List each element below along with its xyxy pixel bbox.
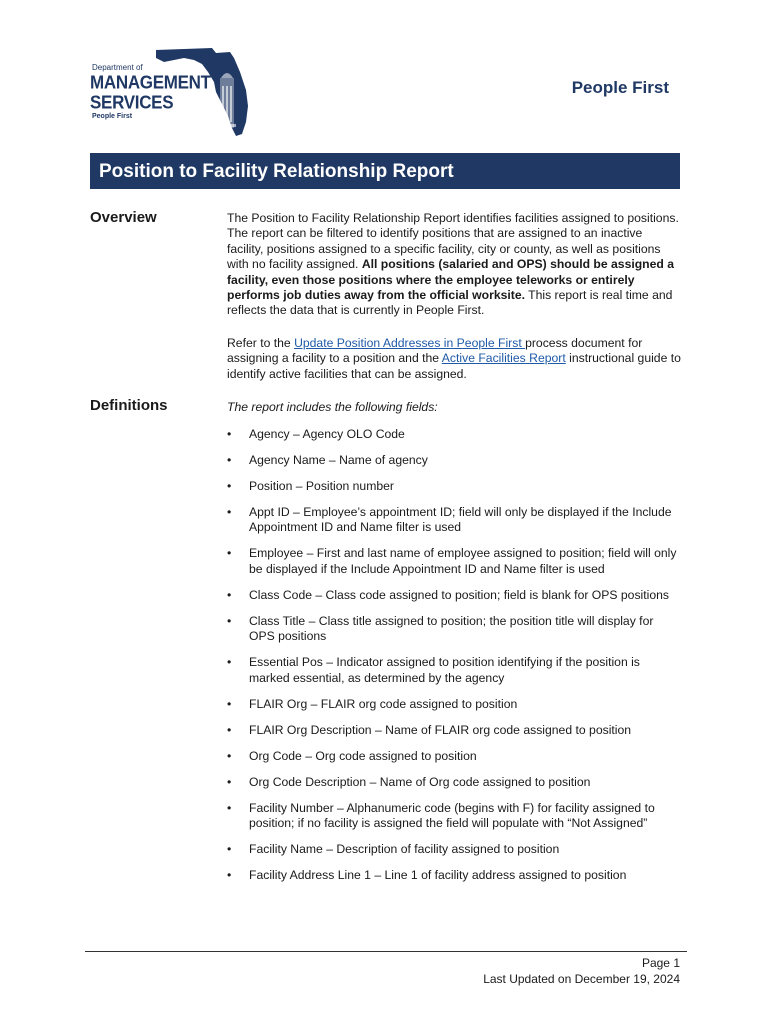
bullet-icon: • bbox=[227, 587, 232, 602]
header-people-first: People First bbox=[571, 78, 669, 97]
bullet-icon: • bbox=[227, 774, 232, 789]
bullet-icon: • bbox=[227, 868, 232, 883]
definition-item bbox=[227, 614, 682, 645]
definition-text: Facility Name – Description of facility assigned to position bbox=[249, 842, 560, 857]
logo-management: MANAGEMENT bbox=[90, 72, 211, 93]
bullet-icon: • bbox=[227, 748, 232, 763]
definition-text: Org Code Description – Name of Org code assigned to position bbox=[249, 774, 591, 789]
definition-item bbox=[227, 775, 682, 790]
overview-body bbox=[227, 211, 682, 382]
definitions-field-list bbox=[227, 427, 682, 894]
page-title: Position to Facility Relationship Report bbox=[90, 153, 680, 189]
overview-label: Overview bbox=[90, 209, 157, 226]
overview-paragraph-2: Refer to the Update Position Addresses in People First process document for assigning a facility to a position and the Active Facilities Report instructional guide to identify active facilities that can be assigned. bbox=[227, 335, 681, 381]
definitions-intro: The report includes the following fields: bbox=[227, 400, 438, 414]
definition-text: Class Code – Class code assigned to position; field is blank for OPS positions bbox=[249, 587, 670, 602]
definitions-label: Definitions bbox=[90, 397, 168, 414]
definition-item bbox=[227, 723, 682, 738]
update-position-addresses-link[interactable]: Update Position Addresses in People First bbox=[294, 335, 526, 350]
definition-item bbox=[227, 546, 682, 577]
definition-item bbox=[227, 479, 682, 494]
active-facilities-report-link[interactable]: Active Facilities Report bbox=[441, 351, 566, 366]
definition-text: Appt ID – Employee’s appointment ID; field will only be displayed if the Include Appointment ID and Name filter is used bbox=[249, 505, 672, 535]
definition-text: FLAIR Org Description – Name of FLAIR org code assigned to position bbox=[249, 722, 632, 737]
logo-dept-line: Department of bbox=[92, 63, 143, 72]
definition-item bbox=[227, 588, 682, 603]
definition-item bbox=[227, 505, 682, 536]
bullet-icon: • bbox=[227, 427, 232, 441]
bullet-icon: • bbox=[227, 546, 232, 561]
bullet-icon: • bbox=[227, 453, 232, 467]
footer-page-number: Page 1 bbox=[641, 956, 680, 970]
definition-text: Facility Address Line 1 – Line 1 of facility address assigned to position bbox=[249, 868, 627, 883]
bullet-icon: • bbox=[227, 655, 232, 670]
bullet-icon: • bbox=[227, 842, 232, 857]
definition-text: Agency – Agency OLO Code bbox=[249, 427, 405, 441]
dms-logo bbox=[90, 44, 250, 138]
footer-last-updated: Last Updated on December 19, 2024 bbox=[483, 972, 680, 986]
definition-item bbox=[227, 842, 682, 857]
definition-item bbox=[227, 427, 682, 442]
definition-text: Employee – First and last name of employee assigned to position; field will only be displayed if the Include Appointment ID and Name filter is used bbox=[249, 546, 677, 576]
logo-services: SERVICES bbox=[90, 92, 174, 113]
bullet-icon: • bbox=[227, 722, 232, 737]
definition-text: Essential Pos – Indicator assigned to position identifying if the position is marked essential, as determined by the agency bbox=[249, 655, 640, 685]
florida-capitol-icon bbox=[150, 44, 250, 138]
definition-text: Class Title – Class title assigned to position; the position title will display for OPS positions bbox=[249, 613, 654, 644]
definition-item bbox=[227, 868, 682, 883]
definition-item bbox=[227, 655, 682, 686]
definition-item bbox=[227, 801, 682, 832]
definition-text: Agency Name – Name of agency bbox=[249, 453, 428, 467]
bullet-icon: • bbox=[227, 505, 232, 519]
definition-text: Org Code – Org code assigned to position bbox=[249, 748, 477, 763]
bullet-icon: • bbox=[227, 800, 232, 815]
bullet-icon: • bbox=[227, 696, 232, 711]
definition-text: Position – Position number bbox=[249, 479, 394, 493]
logo-tagline: People First bbox=[92, 113, 133, 120]
definition-item bbox=[227, 749, 682, 764]
bullet-icon: • bbox=[227, 613, 232, 628]
footer-divider bbox=[85, 951, 687, 952]
definition-text: FLAIR Org – FLAIR org code assigned to position bbox=[249, 696, 518, 711]
bullet-icon: • bbox=[227, 479, 232, 493]
definition-item bbox=[227, 697, 682, 712]
definition-item bbox=[227, 453, 682, 468]
definition-text: Facility Number – Alphanumeric code (begins with F) for facility assigned to position; if no facility is assigned the field will populate with “Not Assigned” bbox=[249, 800, 655, 831]
overview-paragraph-1: The Position to Facility Relationship Report identifies facilities assigned to positions. The report can be filtered to identify positions that are assigned to an inactive facility, positions assigned to a specific facility, city or county, as well as positions with no facility assigned. All positions (salaried and OPS) should be assigned a facility, even those positions where the employee teleworks or entirely performs job duties away from the official worksite. This report is real time and reflects the data that is currently in People First. bbox=[227, 211, 679, 318]
